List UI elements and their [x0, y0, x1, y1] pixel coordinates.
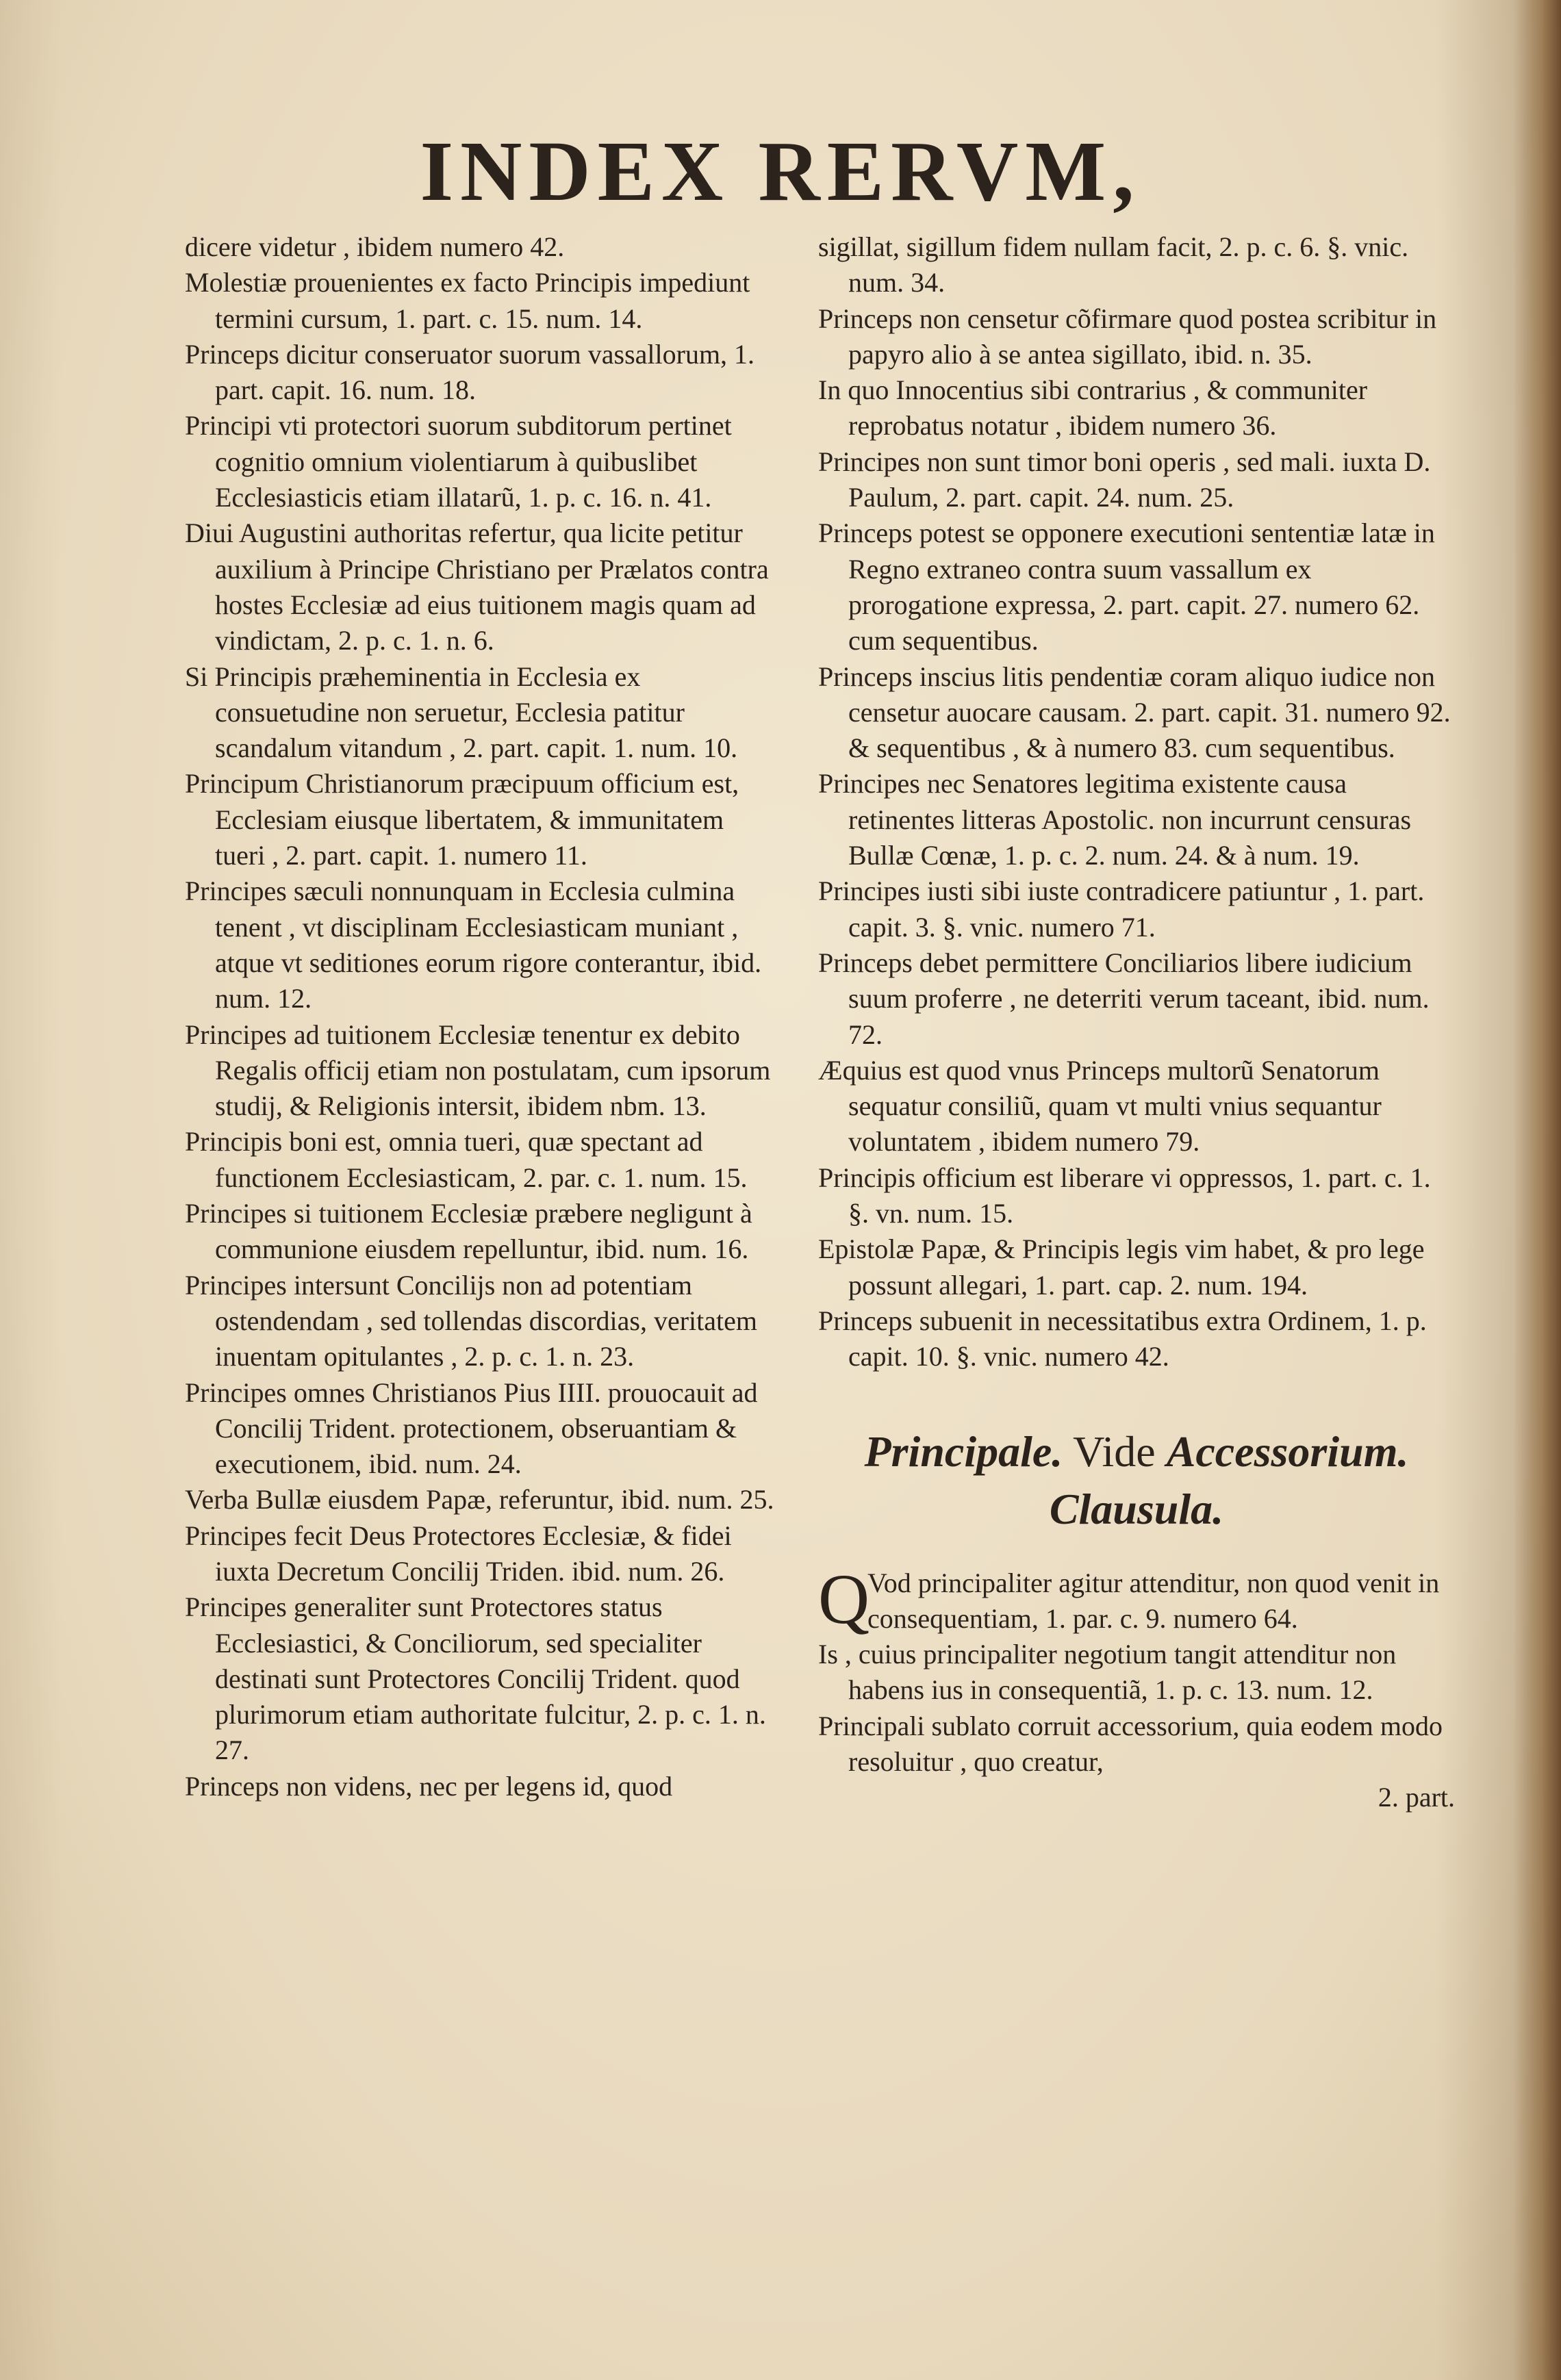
index-entry: Diui Augustini authoritas refertur, qua licite petitur auxilium à Principe Christiano per Prælatos contra hostes Ecclesiæ ad eius tuitionem magis quam ad vindictam, 2. p. c. 1. n. 6.	[185, 517, 769, 656]
index-entry: Is , cuius principaliter negotium tangit attenditur non habens ius in consequentiã, 1. p. c. 13. num. 12.	[818, 1639, 1397, 1706]
running-title: INDEX RERVM,	[420, 125, 1141, 219]
catchword: 2. part.	[1378, 1782, 1455, 1813]
index-entry: Princeps inscius litis pendentiæ coram aliquo iudice non censetur auocare causam. 2. part. capit. 31. numero 92. & sequentibus , & à numero 83. cum sequentibus.	[818, 661, 1451, 764]
drop-capital: Q	[818, 1559, 870, 1639]
index-entry: Principes nec Senatores legitima existente causa retinentes litteras Apostolic. non incurrunt censuras Bullæ Cœnæ, 1. p. c. 2. num. 24. & à num. 19.	[818, 768, 1412, 871]
index-entry: In quo Innocentius sibi contrarius , & communiter reprobatus notatur , ibidem numero 36.	[818, 374, 1368, 442]
section-heading-ref-accessorium: Accessorium.	[1166, 1426, 1409, 1476]
index-entry: Principali sublato corruit accessorium, quia eodem modo resoluitur , quo creatur,	[818, 1710, 1443, 1777]
index-entry: Si Principis præheminentia in Ecclesia ex consuetudine non seruetur, Ecclesia patitur scandalum vitandum , 2. part. capit. 1. num. 10.	[185, 661, 738, 764]
section-heading-vide: Vide	[1073, 1426, 1156, 1476]
section-heading-word: Principale.	[864, 1426, 1063, 1476]
index-entry-dropcap	[818, 1559, 1455, 1639]
index-entry: Principum Christianorum præcipuum officium est, Ecclesiam eiusque libertatem, & immunitatem tueri , 2. part. capit. 1. numero 11.	[185, 768, 739, 871]
index-entry: Principes si tuitionem Ecclesiæ præbere negligunt à communione eiusdem repelluntur, ibid. num. 16.	[185, 1198, 752, 1265]
index-entry: Principes non sunt timor boni operis , sed mali. iuxta D. Paulum, 2. part. capit. 24. num. 25.	[818, 446, 1431, 513]
index-entry: Principes fecit Deus Protectores Ecclesiæ, & fidei iuxta Decretum Concilij Triden. ibid. num. 26.	[185, 1520, 732, 1587]
index-entry: Princeps subuenit in necessitatibus extra Ordinem, 1. p. capit. 10. §. vnic. numero 42.	[818, 1305, 1427, 1372]
index-entry: Principes iusti sibi iuste contradicere patiuntur , 1. part. capit. 3. §. vnic. numero 71.	[818, 875, 1425, 943]
index-entry: Principi vti protectori suorum subditorum pertinet cognitio omnium violentiarum à quibuslibet Ecclesiasticis etiam illatarũ, 1. p. c. 16. n. 41.	[185, 410, 732, 513]
index-entry: Æquius est quod vnus Princeps multorũ Senatorum sequatur consiliũ, quam vt multi vnius sequantur voluntatem , ibidem numero 79.	[818, 1054, 1382, 1157]
index-entry: Verba Bullæ eiusdem Papæ, referuntur, ibid. num. 25.	[185, 1484, 774, 1515]
index-entry: Princeps potest se opponere executioni sententiæ latæ in Regno extraneo contra suum vassallum ex prorogatione expressa, 2. part. capit. 27. numero 62. cum sequentibus.	[818, 517, 1435, 656]
index-entry: Princeps non censetur cõfirmare quod postea scribitur in papyro alio à se antea sigillato, ibid. n. 35.	[818, 303, 1437, 370]
index-entry: Princeps dicitur conseruator suorum vassallorum, 1. part. capit. 16. num. 18.	[185, 338, 755, 406]
index-entry: Principes ad tuitionem Ecclesiæ tenentur ex debito Regalis officij etiam non postulatam, cum ipsorum studij, & Religionis intersit, ibidem nbm. 13.	[185, 1019, 771, 1122]
index-entry: sigillat, sigillum fidem nullam facit, 2. p. c. 6. §. vnic. num. 34.	[818, 231, 1409, 298]
index-entry: Principis boni est, omnia tueri, quæ spectant ad functionem Ecclesiasticam, 2. par. c. 1. num. 15.	[185, 1126, 748, 1193]
section-heading	[818, 1423, 1455, 1538]
page-gutter-shadow	[1513, 0, 1561, 2380]
index-entry: Epistolæ Papæ, & Principis legis vim habet, & pro lege possunt allegari, 1. part. cap. 2. num. 194.	[818, 1233, 1425, 1301]
dropcap-entry-text: Vod principaliter agitur attenditur, non quod venit in consequentiam, 1. par. c. 9. numero 64.	[867, 1567, 1440, 1634]
index-entry: Principes omnes Christianos Pius IIII. prouocauit ad Concilij Trident. protectionem, obseruantiam & executionem, ibid. num. 24.	[185, 1377, 758, 1480]
left-column	[185, 229, 780, 1804]
index-entry: dicere videtur , ibidem numero 42.	[185, 231, 565, 262]
index-entry: Princeps non videns, nec per legens id, quod	[185, 1770, 673, 1802]
section-heading-ref-clausula: Clausula.	[1049, 1484, 1224, 1533]
index-entry: Principes intersunt Concilijs non ad potentiam ostendendam , sed tollendas discordias, veritatem inuentam opitulantes , 2. p. c. 1. n. 23.	[185, 1269, 758, 1372]
index-entry: Principes sæculi nonnunquam in Ecclesia culmina tenent , vt disciplinam Ecclesiasticam muniant , atque vt seditiones eorum rigore conterantur, ibid. num. 12.	[185, 875, 762, 1014]
index-entry: Principes generaliter sunt Protectores status Ecclesiastici, & Conciliorum, sed specialiter destinati sunt Protectores Concilij Trident. quod plurimorum etiam authoritate fulcitur, 2. p. c. 1. n. 27.	[185, 1591, 766, 1766]
index-entry: Princeps debet permittere Conciliarios libere iudicium suum proferre , ne deterriti verum taceant, ibid. num. 72.	[818, 947, 1430, 1050]
right-column	[818, 229, 1455, 1815]
index-entry: Molestiæ prouenientes ex facto Principis impediunt termini cursum, 1. part. c. 15. num. 14.	[185, 267, 750, 334]
index-entry: Principis officium est liberare vi oppressos, 1. part. c. 1. §. vn. num. 15.	[818, 1162, 1431, 1229]
